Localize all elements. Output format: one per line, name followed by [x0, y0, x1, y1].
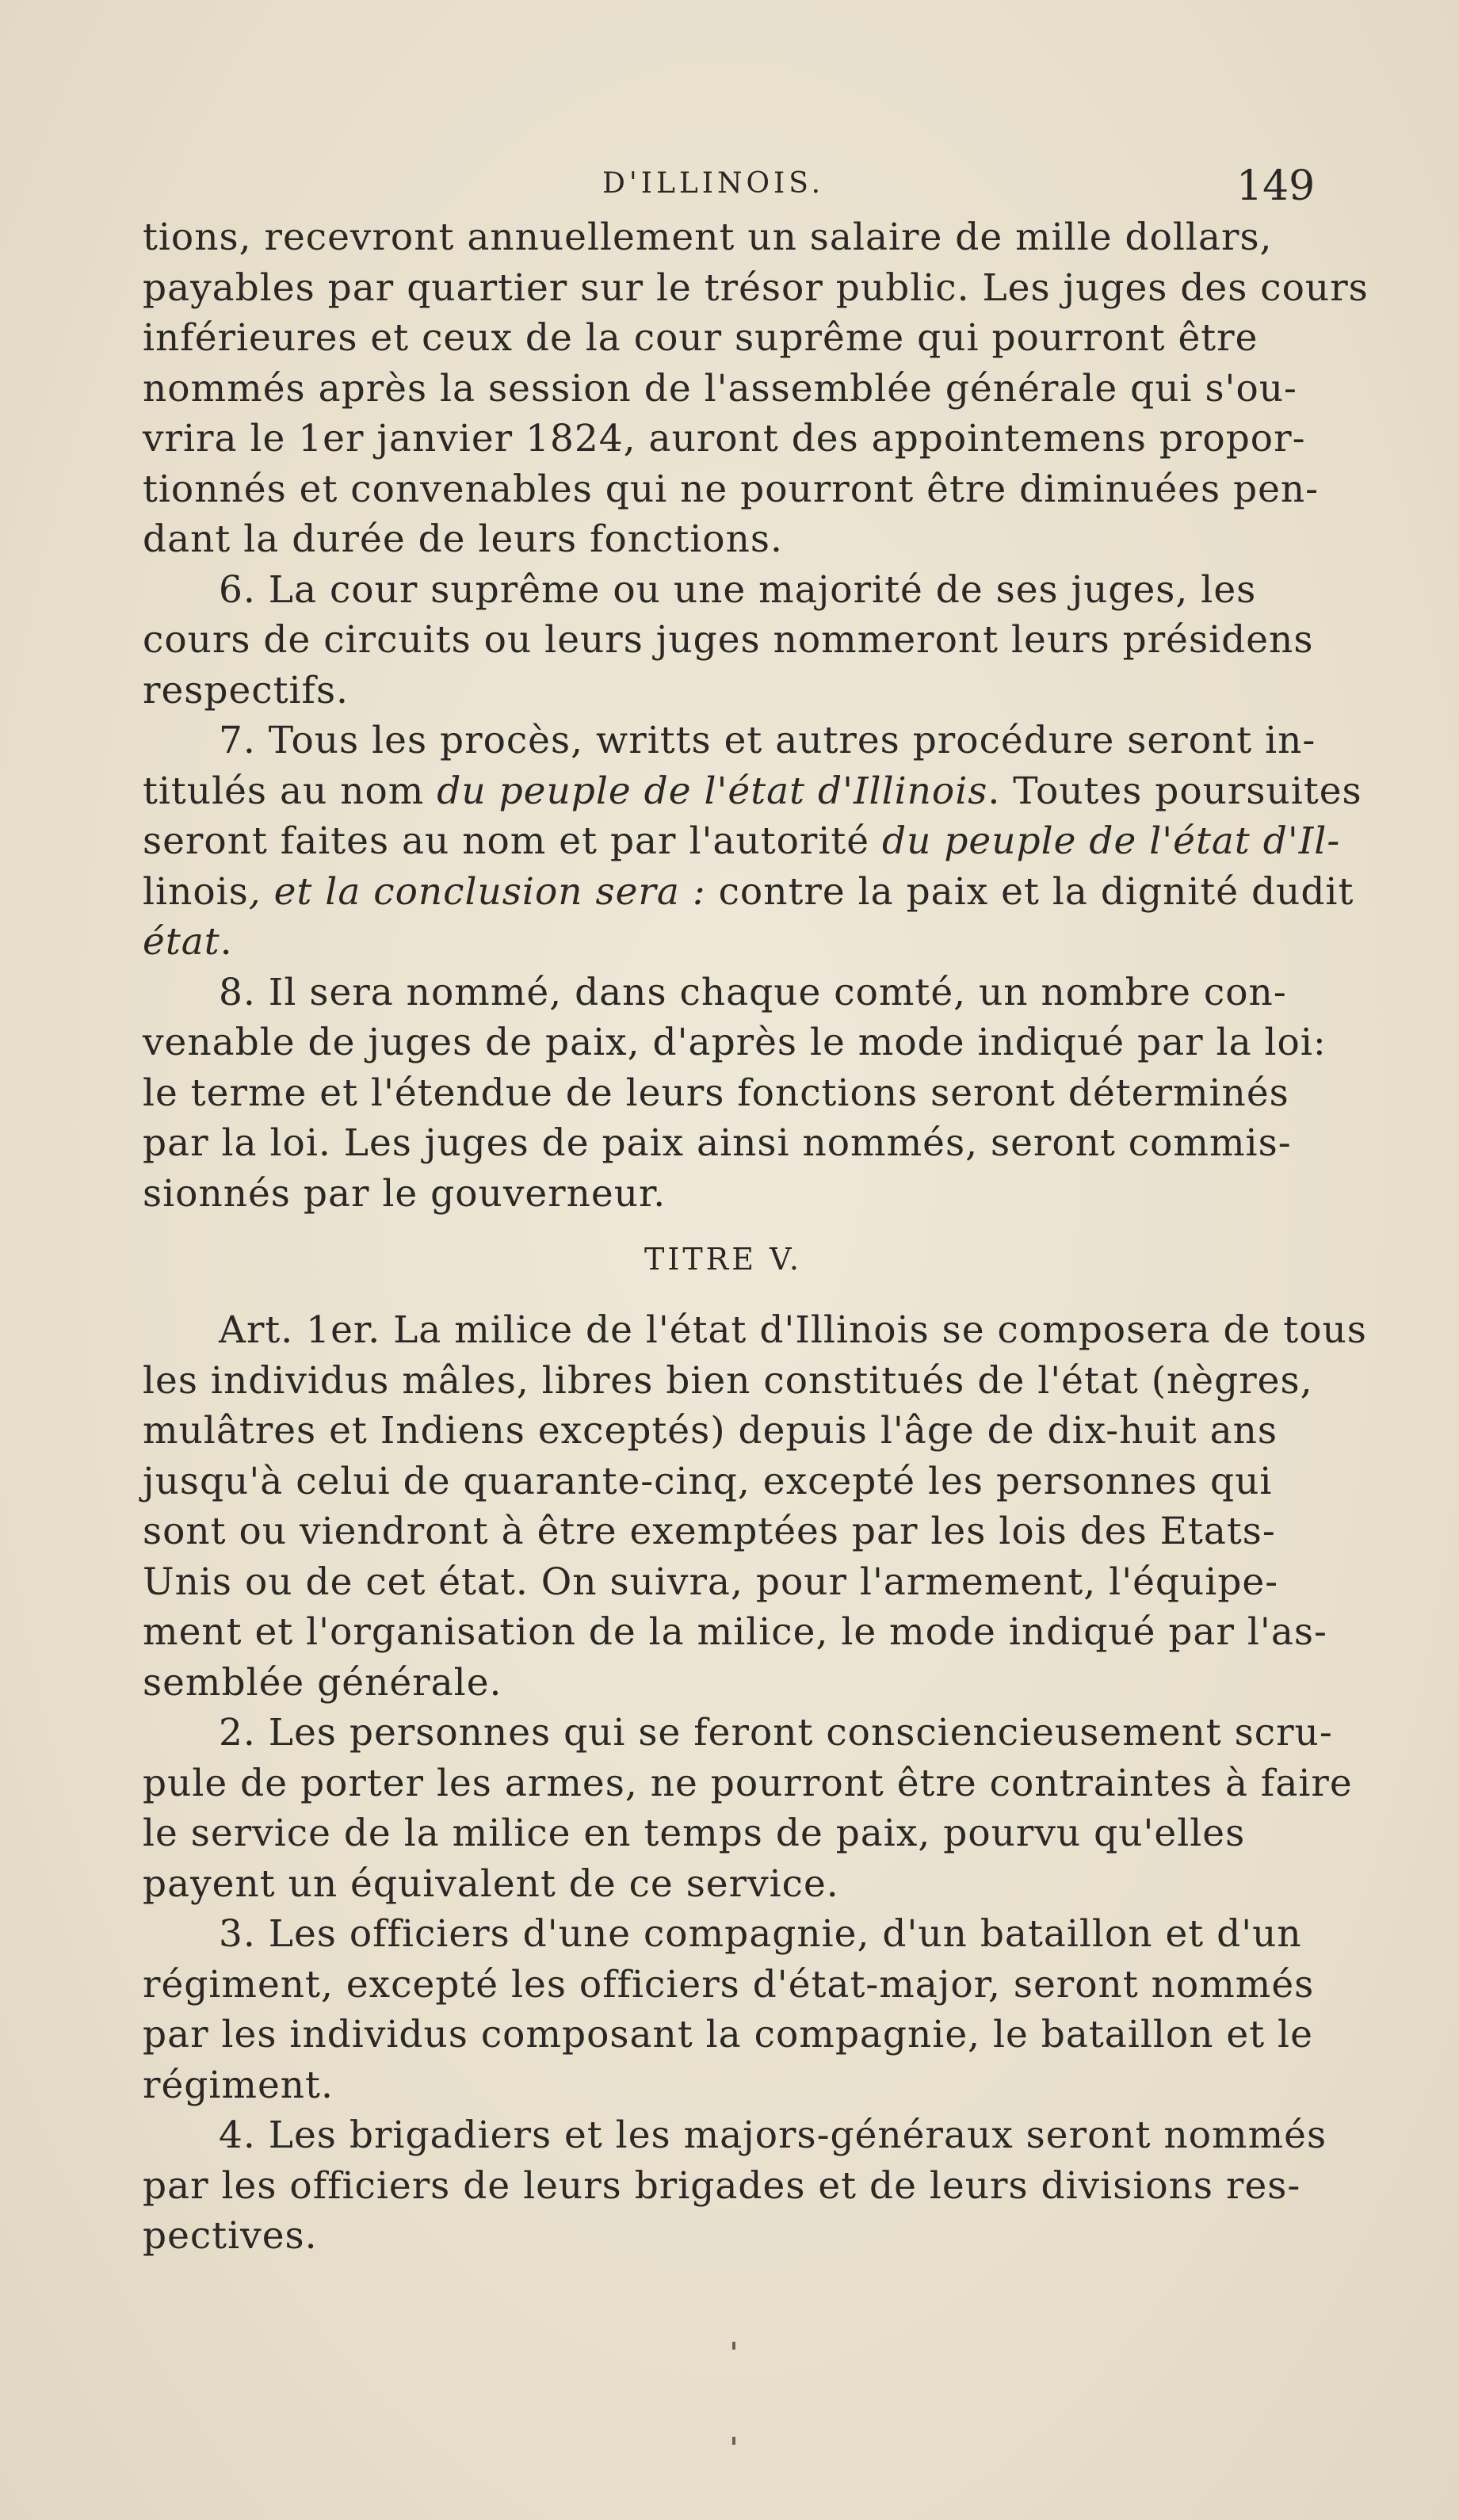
section-heading: TITRE V.	[644, 1242, 802, 1277]
paragraphs-titre-v	[143, 1305, 1367, 2262]
text-span: respectifs.	[143, 668, 349, 712]
text-line	[143, 1607, 1327, 1658]
text-line	[143, 212, 1304, 263]
italic-phrase: , et la conclusion sera :	[248, 869, 719, 914]
text-line	[143, 766, 1362, 817]
ink-speck	[732, 2342, 735, 2350]
body-text	[143, 212, 1369, 2262]
text-line	[143, 263, 1369, 314]
text-span: tionnés et convenables qui ne pourront être diminuées pen-	[143, 467, 1320, 511]
text-line	[143, 313, 1304, 364]
text-line	[143, 2060, 1304, 2111]
text-line	[143, 364, 1304, 414]
paragraphs-titre-iv	[143, 212, 1369, 1219]
text-span: régiment.	[143, 2063, 334, 2107]
text-span: vrira le 1er janvier 1824, auront des appointemens propor-	[143, 417, 1306, 460]
page-number: 149	[1236, 162, 1316, 210]
text-line	[143, 2110, 1327, 2161]
text-span: sont ou viendront à être exemptées par les lois des Etats-	[143, 1510, 1276, 1553]
text-span: le terme et l'étendue de leurs fonctions seront déterminés	[143, 1071, 1289, 1115]
text-span: seront faites au nom et par l'autorité	[143, 819, 883, 863]
text-line	[143, 1118, 1304, 1169]
text-line	[143, 565, 1304, 616]
text-line	[143, 716, 1316, 766]
text-span: semblée générale.	[143, 1660, 502, 1705]
text-line	[143, 917, 1304, 968]
text-line	[143, 1808, 1304, 1859]
text-line	[143, 1658, 1304, 1709]
text-span: pectives.	[143, 2214, 318, 2258]
text-span: Unis ou de cet état. On suivra, pour l'armement, l'équipe-	[143, 1560, 1279, 1604]
text-span: linois	[143, 869, 249, 914]
text-line	[143, 1859, 1304, 1910]
running-head	[0, 162, 1459, 210]
text-span: nommés après la session de l'assemblée générale qui s'ou-	[143, 366, 1297, 410]
text-line	[143, 666, 1304, 716]
text-span: titulés au nom	[143, 769, 437, 813]
text-span: dant la durée de leurs fonctions.	[143, 517, 783, 561]
running-title: D'ILLINOIS.	[602, 167, 825, 200]
text-line	[143, 1169, 1304, 1220]
text-line	[143, 1557, 1304, 1608]
text-span: 4. Les brigadiers et les majors-généraux seront nommés	[143, 2113, 1327, 2157]
text-span: par la loi. Les juges de paix ainsi nommés, seront commis-	[143, 1121, 1292, 1165]
italic-phrase: état	[143, 920, 220, 964]
text-line	[143, 1708, 1333, 1758]
text-span: . Toutes poursuites	[987, 769, 1362, 813]
text-line	[143, 2161, 1304, 2212]
text-span: régiment, excepté les officiers d'état-major, seront nommés	[143, 1962, 1315, 2006]
text-line	[143, 464, 1320, 515]
text-line	[143, 1068, 1304, 1119]
text-line	[143, 1758, 1353, 1809]
text-line	[143, 1356, 1313, 1407]
text-span: inférieures et ceux de la cour suprême qui pourront être	[143, 316, 1258, 360]
text-span: .	[220, 920, 233, 964]
text-span: par les officiers de leurs brigades et de leurs divisions res-	[143, 2163, 1301, 2208]
ink-speck	[732, 2437, 735, 2445]
text-line	[143, 514, 1304, 565]
text-span: pule de porter les armes, ne pourront être contraintes à faire	[143, 1761, 1353, 1805]
text-span: payables par quartier sur le trésor public. Les juges des cours	[143, 265, 1369, 310]
text-span: les individus mâles, libres bien constitués de l'état (nègres,	[143, 1358, 1313, 1403]
text-span: venable de juges de paix, d'après le mode indiqué par la loi:	[143, 1021, 1327, 1064]
text-line	[143, 1406, 1304, 1457]
text-span: mulâtres et Indiens exceptés) depuis l'âge de dix-huit ans	[143, 1409, 1278, 1453]
text-line	[143, 2211, 1304, 2262]
text-span: ment et l'organisation de la milice, le mode indiqué par l'as-	[143, 1610, 1327, 1654]
italic-phrase: du peuple de l'état d'Il-	[882, 819, 1341, 863]
text-span: cours de circuits ou leurs juges nommeront leurs présidens	[143, 618, 1314, 662]
text-line	[143, 1305, 1367, 1356]
text-span: 6. La cour suprême ou une majorité de ses juges, les	[143, 567, 1257, 612]
text-line	[143, 1457, 1304, 1507]
text-line	[143, 867, 1354, 918]
text-line	[143, 1018, 1327, 1068]
text-span: 2. Les personnes qui se feront consciencieusement scru-	[143, 1711, 1333, 1754]
text-span: tions, recevront annuellement un salaire de mille dollars,	[143, 216, 1273, 259]
text-line	[143, 1506, 1304, 1557]
text-span: le service de la milice en temps de paix, pourvu qu'elles	[143, 1812, 1246, 1855]
text-line	[143, 1909, 1304, 1960]
text-span: 3. Les officiers d'une compagnie, d'un bataillon et d'un	[143, 1912, 1302, 1956]
text-span: par les individus composant la compagnie, le bataillon et le	[143, 2013, 1313, 2056]
text-line	[143, 414, 1304, 464]
text-span: sionnés par le gouverneur.	[143, 1171, 666, 1216]
text-line	[143, 1960, 1315, 2010]
text-span: jusqu'à celui de quarante-cinq, excepté les personnes qui	[143, 1459, 1273, 1503]
text-span: contre la paix et la dignité dudit	[718, 869, 1354, 914]
text-span: Art. 1er. La milice de l'état d'Illinois se composera de tous	[143, 1308, 1367, 1352]
text-line	[143, 2010, 1313, 2060]
text-span: payent un équivalent de ce service.	[143, 1861, 839, 1906]
text-line	[143, 968, 1304, 1018]
text-line	[143, 615, 1314, 666]
text-span: 8. Il sera nommé, dans chaque comté, un nombre con-	[143, 970, 1287, 1014]
text-span: 7. Tous les procès, writts et autres procédure seront in-	[143, 719, 1316, 762]
text-line	[143, 816, 1341, 867]
italic-phrase: du peuple de l'état d'Illinois	[437, 769, 988, 813]
